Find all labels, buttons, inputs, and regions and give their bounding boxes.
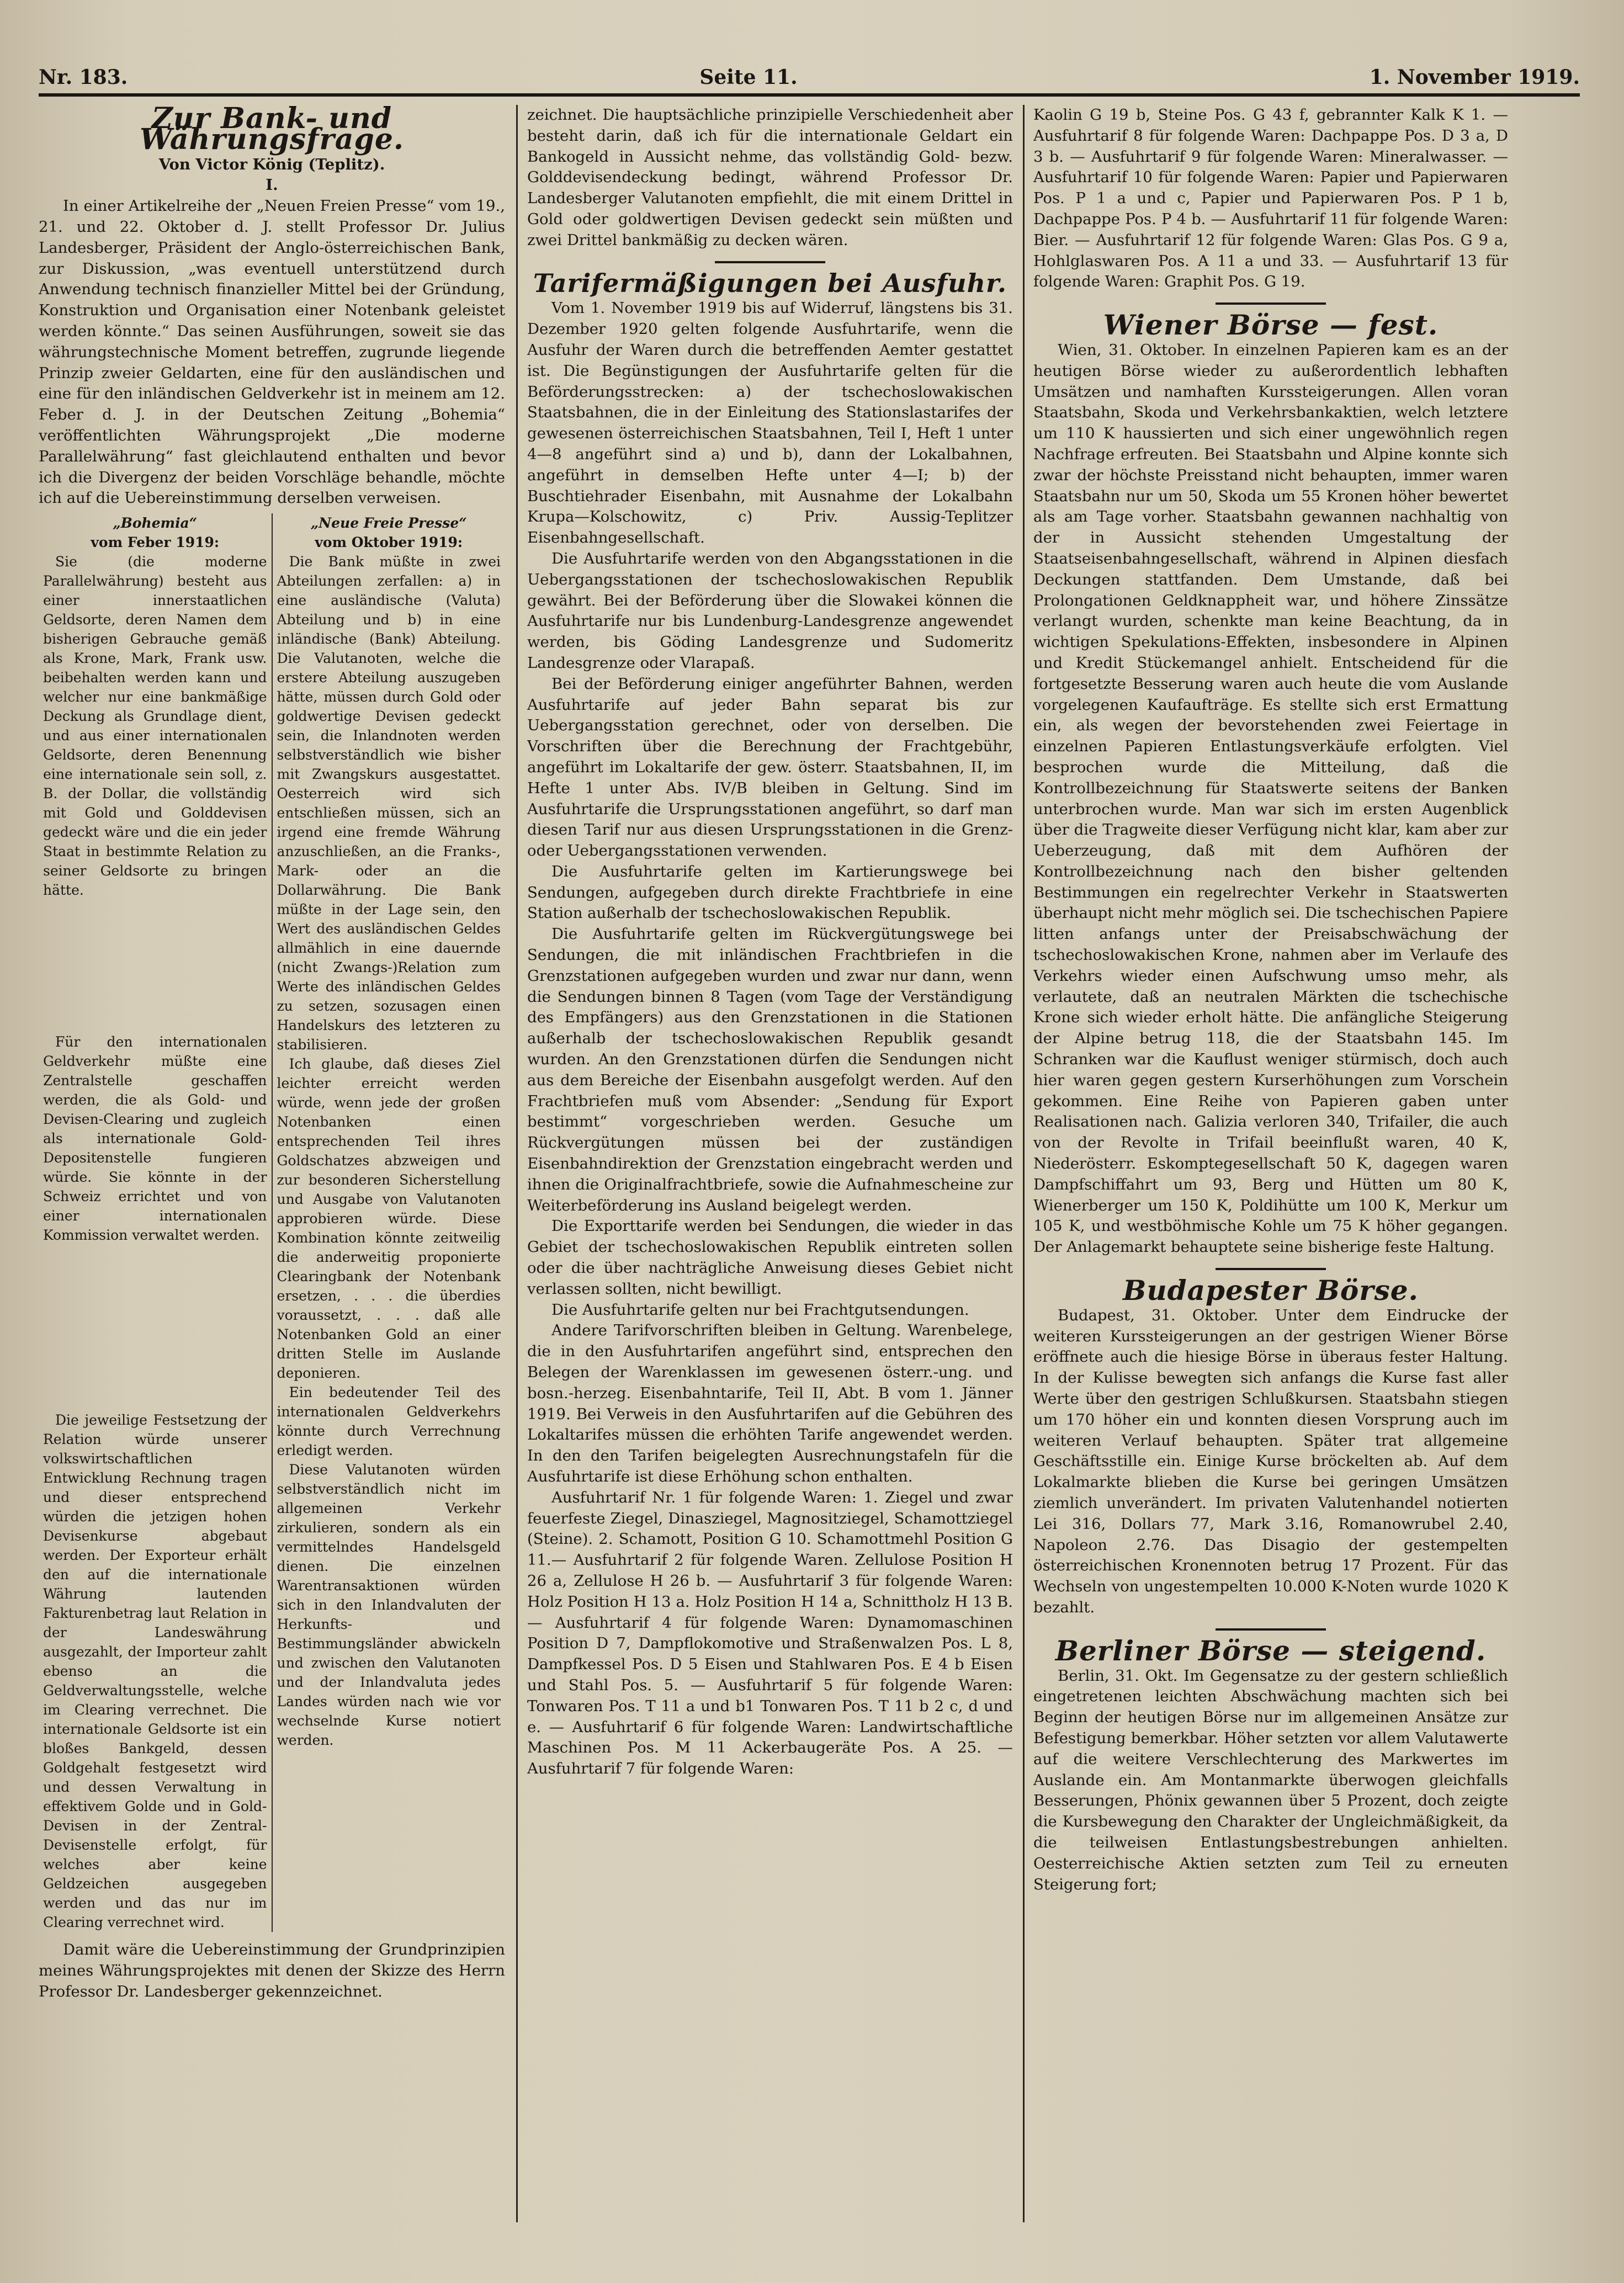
- section-number: I.: [266, 176, 278, 194]
- page-number: Seite 11.: [699, 66, 798, 89]
- comparison-left-p1: Sie (die moderne Parallelwährung) besteht aus einer innerstaatlichen Geldsorte, deren Namen dem bisherigen Gebrauche gemäß als Krone, Mark, Frank usw. beibehalten werden kann und welcher nur eine bankmäßige Deckung als Grundlage dient, und aus einer internationalen Geldsorte, deren Benennung eine internationale sein soll, z. B. der Dollar, die vollständig mit Gold und Golddevisen gedeckt wäre und die ein jeder Staat in bestimmte Relation zu seiner Geldsorte zu bringen hätte.: [43, 554, 267, 899]
- article-title-budapest: Budapester Börse.: [1123, 1274, 1419, 1307]
- tariff-p7: Die Ausfuhrtarife gelten nur bei Frachtgutsendungen.: [551, 1300, 969, 1319]
- column-1: [39, 105, 505, 2222]
- separator-rule: [715, 261, 825, 263]
- tariff-p8: Andere Tarifvorschriften bleiben in Geltung. Warenbelege, die in den Ausfuhrtarifen angeführt sind, entsprechen den Belegen der Warenklassen im gewesenen österr.-ung. und bosn.-herzeg. Eisenbahntarife, Teil II, Abt. B vom 1. Jänner 1919. Bei Verweis in den Ausfuhrtarifen auf die Gebühren des Lokaltarifes müssen die erhöhten Tarife angewendet werden. In den den Tarifen beigelegten Ausrechnungstafeln für die Ausfuhrtarife ist diese Erhöhung schon enthalten.: [527, 1321, 1013, 1485]
- budapest-report: Budapest, 31. Oktober. Unter dem Eindrucke der weiteren Kurssteigerungen an der gestrigen Wiener Börse eröffnete auch die hiesige Börse in überaus fester Haltung. In der Kulisse bewegten sich anfangs die Kurse fast aller Werte über den gestrigen Schlußkursen. Staatsbahn stiegen um 170 höher ein und konnten diesen Vorsprung auch im weiteren Verlauf behaupten. Später trat allgemeine Geschäftsstille ein. Einige Kurse bröckelten ab. Auf dem Lokalmarkte blieben die Kurse bei geringen Umsätzen ziemlich unverändert. Im privaten Valutenhandel notierten Lei 316, Dollars 77, Mark 3.16, Romanowrubel 2.40, Napoleon 2.76. Das Disagio der gestempelten österreichischen Kronennoten betrug 17 Prozent. Für das Wechseln von ungestempelten 10.000 K-Noten wurde 1020 K bezahlt.: [1033, 1306, 1508, 1616]
- comparison-left: [39, 513, 272, 1932]
- tariff-continued: Kaolin G 19 b, Steine Pos. G 43 f, gebrannter Kalk K 1. — Ausfuhrtarif 8 für folgende Waren: Dachpappe Pos. D 3 a, D 3 b. — Ausfuhrtarif 9 für folgende Waren: Mineralwasser. — Ausfuhrtarif 10 für folgende Waren: Papier und Papierwaren Pos. P 1 a und c, Papier und Papierwaren Pos. P 1 b, Dachpappe Pos. P 4 b. — Ausfuhrtarif 11 für folgende Waren: Bier. — Ausfuhrtarif 12 für folgende Waren: Glas Pos. G 9 a, Hohlglaswaren Pos. A 11 a und 33. — Ausfuhrtarif 13 für folgende Waren: Graphit Pos. G 19.: [1033, 106, 1508, 291]
- separator-rule: [1216, 1628, 1326, 1631]
- tariff-p2: Die Ausfuhrtarife werden von den Abgangsstationen in die Uebergangsstationen der tschechoslowakischen Republik gewährt. Bei der Beförderung über die Slowakei können die Ausfuhrtarife nur bis Lundenburg-Landesgrenze angewendet werden, bis Göding Landesgrenze und Sudomeritz Landesgrenze oder Vlarapaß.: [527, 549, 1013, 672]
- column-3: [1033, 105, 1508, 2222]
- berlin-report: Berlin, 31. Okt. Im Gegensatze zu der gestern schließlich eingetretenen leichten Abschwächung machten sich bei Beginn der heutigen Börse nur im allgemeinen Ansätze zur Befestigung bemerkbar. Höher setzten vor allem Valutawerte auf die weitere Verschlechterung des Markwertes im Auslande ein. Am Montanmarkte überwogen gleichfalls Besserungen, Phönix gewannen über 5 Prozent, doch zeigte die Kursbewegung den Charakter der Ungleichmäßigkeit, da die teilweisen Entlastungsbestrebungen anhielten. Oesterreichische Aktien setzten zum Teil zu erneuten Steigerung fort;: [1033, 1666, 1508, 1893]
- article-title-vienna: Wiener Börse — fest.: [1103, 309, 1439, 342]
- tariff-p6: Die Exporttarife werden bei Sendungen, die wieder in das Gebiet der tschechoslowakischen Republik eintreten sollen oder die über nachträgliche Anweisung dieses Gebiet nicht verlassen sollten, nicht bewilligt.: [527, 1217, 1013, 1298]
- column-2: [527, 105, 1013, 2222]
- comparison-right-p4: Diese Valutanoten würden selbstverständlich nicht im allgemeinen Verkehr zirkulieren, sondern als ein vermittelndes Handelsgeld dienen. Die einzelnen Warentransaktionen würden sich in den Inlandvaluten der Herkunfts- und Bestimmungsländer abwickeln und zwischen den Valutanoten und der Inlandvaluta jedes Landes würden nach wie vor wechselnde Kurse notiert werden.: [277, 1462, 501, 1749]
- comparison-left-source: „Bohemia“: [113, 515, 198, 532]
- comparison-right-date: vom Oktober 1919:: [315, 534, 463, 551]
- comparison-right-p2: Ich glaube, daß dieses Ziel leichter erreicht werden würde, wenn jede der großen Notenbanken einen entsprechenden Teil ihres Goldschatzes abzweigen und zur besonderen Sicherstellung und Ausgabe von Valutanoten approbieren würde. Diese Kombination könnte zeitweilig die anderweitig proponierte Clearingbank der Notenbank ersetzen, . . . die überdies voraussetzt, . . . daß alle Notenbanken Gold an einer dritten Stelle im Auslande deponieren.: [277, 1056, 501, 1382]
- comparison-right-source: „Neue Freie Presse“: [310, 515, 467, 532]
- tariff-p3: Bei der Beförderung einiger angeführter Bahnen, werden Ausfuhrtarife auf jeder Bahn separat bis zur Uebergangsstation gerechnet, oder von derselben. Die Vorschriften über die Berechnung der Frachtgebühr, angeführt im Lokaltarife der gew. österr. Staatsbahnen, II, im Hefte 1 unter Abs. IV/B bleiben in Geltung. Sind im Ausfuhrtarife die Ursprungsstationen angeführt, so darf man diesen Tarif nur aus diesen Ursprungsstationen in die Grenz- oder Uebergangsstationen verwenden.: [527, 675, 1013, 860]
- page-header: [39, 52, 1580, 97]
- separator-rule: [1216, 1268, 1326, 1270]
- comparison-left-p3: Die jeweilige Festsetzung der Relation würde unserer volkswirtschaftlichen Entwicklung Rechnung tragen und dieser entsprechend würden die jetzigen hohen Devisenkurse abgebaut werden. Der Exporteur erhält den auf die internationale Währung lautenden Fakturenbetrag laut Relation in der Landeswährung ausgezahlt, der Importeur zahlt ebenso an die Geldverwaltungsstelle, welche im Clearing verrechnet. Die internationale Geldsorte ist ein bloßes Bankgeld, dessen Goldgehalt festgesetzt wird und dessen Verwaltung in effektivem Golde und in Gold-Devisen in der Zentral-Devisenstelle erfolgt, für welches aber keine Geldzeichen ausgegeben werden und das nur im Clearing verrechnet wird.: [43, 1412, 267, 1931]
- article-title-tariff: Tarifermäßigungen bei Ausfuhr.: [533, 268, 1007, 298]
- issue-number: Nr. 183.: [39, 66, 128, 89]
- tariff-p9: Ausfuhrtarif Nr. 1 für folgende Waren: 1. Ziegel und zwar feuerfeste Ziegel, Dinasziegel, Magnositziegel, Schamottziegel (Steine). 2. Schamott, Position G 10. Schamottmehl Position G 11.— Ausfuhrtarif 2 für folgende Waren. Zellulose Position H 26 a, Zellulose H 26 b. — Ausfuhrtarif 3 für folgende Waren: Holz Position H 13 a. Holz Position H 14 a, Schnittholz H 13 B. — Ausfuhrtarif 4 für folgende Waren: Dynamomaschinen Position D 7, Dampflokomotive und Straßenwalzen Pos. L 8, Dampfkessel Pos. D 5 Eisen und Stahlwaren Pos. E 4 b Eisen und Stahl Pos. 5. — Ausfuhrtarif 5 für folgende Waren: Tonwaren Pos. T 11 a und b1 Tonwaren Pos. T 11 b 2 c, d und e. — Ausfuhrtarif 6 für folgende Waren: Landwirtschaftliche Maschinen Pos. M 11 Ackerbaugeräte Pos. A 25. — Ausfuhrtarif 7 für folgende Waren:: [527, 1488, 1013, 1778]
- vienna-report: Wien, 31. Oktober. In einzelnen Papieren kam es an der heutigen Börse wieder zu außerordentlich lebhaften Umsätzen und namhaften Kurssteigerungen. Allen voran Staatsbahn, Skoda und Verkehrsbankaktien, welch letztere um 110 K haussierten und sich einer ungewöhnlich regen Nachfrage erfreuten. Bei Staatsbahn und Alpine konnte sich zwar der höchste Preisstand nicht behaupten, immer waren Staatsbahn nur um 50, Skoda um 55 Kronen höher bewertet als am Tage vorher. Staatsbahn gewannen nachhaltig von der in Aussicht stehenden Umgestaltung der Staatseisenbahngesellschaft, während in Alpinen diesfach Deckungen stattfanden. Dem Umstande, daß bei Prolongationen Geldknappheit war, und höhere Zinssätze verlangt wurden, schenkte man keine Beachtung, da in wichtigen Spekulations-Effekten, insbesondere in Alpinen und Kredit Stückemangel anhielt. Entscheidend für die fortgesetzte Besserung waren auch heute die vom Auslande vorgelegenen Kaufaufträge. Es stellte sich erst Ermattung ein, als wegen der bevorstehenden zwei Feiertage in einzelnen Papieren Entlastungsverkäufe erfolgten. Viel besprochen wurde die Mitteilung, daß die Kontrollbezeichnung für Staatswerte seitens der Banken unterbrochen wurde. Man war sich im ersten Augenblick über die Tragweite dieser Verfügung nicht klar, kam aber zur Ueberzeugung, daß mit dem Aufhören der Kontrollbezeichnung nach den bisher geltenden Bestimmungen ein regelrechter Verkehr in Staatswerten überhaupt nicht mehr möglich sei. Die tschechischen Papiere litten anfangs unter der Preisabschwächung der tschechoslowakischen Krone, nahmen aber im Verlaufe des Verkehrs wieder einen Aufschwung umso mehr, als verlautete, daß an neutralen Märkten die tschechische Krone sich wieder erholt hätte. Die anfängliche Steigerung der Alpine betrug 118, die der Staatsbahn 145. Im Schranken war die Kauflust weniger stürmisch, doch auch hier waren gegen gestern Kurserhöhungen zum Vorschein gekommen. Eine Reihe von Papieren gaben unter Realisationen nach. Galizia verloren 340, Trifailer, die auch von der Revolte in Trifail beeinflußt waren, 40 K, Niederösterr. Eskomptegesellschaft 50 K, dagegen waren Dampfschiffahrt um 93, Berg und Hütten um 80 K, Wienerberger um 150 K, Poldihütte um 100 K, Merkur um 105 K, und westböhmische Kohle um 75 K höher gegangen. Der Anlagemarkt behauptete seine bisherige feste Haltung.: [1033, 341, 1508, 1256]
- comparison-right: [273, 513, 506, 1932]
- column-rule-1: [516, 105, 518, 2222]
- issue-date: 1. November 1919.: [1369, 66, 1580, 89]
- tariff-p5: Die Ausfuhrtarife gelten im Rückvergütungswege bei Sendungen, die mit inländischen Frachtbriefen in die Grenzstationen aufgegeben wurden und zwar nur dann, wenn die Sendungen binnen 8 Tagen (vom Tage der Verständigung des Empfängers) aus den Grenzstationen in die Stationen außerhalb der tschechoslowakischen Republik gesandt wurden. An den Grenzstationen dürfen die Sendungen nicht aus dem Bereiche der Eisenbahn ausgefolgt werden. Auf den Frachtbriefen muß vom Absender: „Sendung für Export bestimmt“ vorgeschrieben werden. Gesuche um Rückvergütungen müssen bei der zuständigen Eisenbahndirektion der Grenzstation eingebracht werden und ihnen die Originalfrachtbriefe, sowie die Aufnahmescheine zur Weiterbeförderung ins Ausland beigelegt werden.: [527, 925, 1013, 1214]
- bank-article-continued: zeichnet. Die hauptsächliche prinzipielle Verschiedenheit aber besteht darin, daß ich für die internationale Geldart ein Bankogeld in Aussicht nehme, das vollständig Gold- bezw. Golddevisendeckung bedingt, während Professor Dr. Landesberger Valutanoten empfiehlt, die mit einem Drittel in Gold oder goldwertigen Devisen gedeckt sein müßten und zwei Drittel bankmäßig zu decken wären.: [527, 106, 1013, 249]
- comparison-left-p2: Für den internationalen Geldverkehr müßte eine Zentralstelle geschaffen werden, die als Gold- und Devisen-Clearing und zugleich als internationale Gold-Depositenstelle fungieren würde. Sie könnte in der Schweiz errichtet und von einer internationalen Kommission verwaltet werden.: [43, 1034, 267, 1244]
- article-byline: Von Victor König (Teplitz).: [158, 155, 385, 173]
- tariff-p4: Die Ausfuhrtarife gelten im Kartierungswege bei Sendungen, aufgegeben durch direkte Frachtbriefe in eine Station außerhalb der tschechoslowakischen Republik.: [527, 862, 1013, 922]
- article-title-berlin: Berliner Börse — steigend.: [1055, 1634, 1487, 1667]
- comparison-right-p1: Die Bank müßte in zwei Abteilungen zerfallen: a) in eine ausländische (Valuta) Abteilung und b) in eine inländische (Bank) Abteilung. Die Valutanoten, welche die erstere Abteilung auszugeben hätte, müssen durch Gold oder goldwertige Devisen gedeckt sein, die Inlandnoten werden selbstverständlich wie bisher mit Zwangskurs ausgestattet. Oesterreich wird sich entschließen müssen, sich an irgend eine fremde Währung anzuschließen, an die Franks-, Mark- oder an die Dollarwährung. Die Bank müßte in der Lage sein, den Wert des ausländischen Geldes allmählich in eine dauernde (nicht Zwangs-)Relation zum Werte des inländischen Geldes zu setzen, sozusagen einen Handelskurs des letzteren zu stabilisieren.: [277, 554, 501, 1053]
- tariff-p1: Vom 1. November 1919 bis auf Widerruf, längstens bis 31. Dezember 1920 gelten folgende Ausfuhrtarife, wenn die Ausfuhr der Waren durch die betreffenden Aemter gestattet ist. Die Begünstigungen der Ausfuhrtarife gelten für die Beförderungsstrecken: a) der tschechoslowakischen Staatsbahnen, die in der Einleitung des Stationslastarifes der gewesenen österreichischen Staatsbahnen, Teil I, Heft 1 unter 4—8 angeführt sind a) und b), dann der Lokalbahnen, angeführt in demselben Hefte unter 4—I; b) der Buschtiehrader Eisenbahn, mit Ausnahme der Lokalbahn Krupa—Kolschowitz, c) Priv. Aussig-Teplitzer Eisenbahngesellschaft.: [527, 299, 1013, 547]
- article-intro: In einer Artikelreihe der „Neuen Freien Presse“ vom 19., 21. und 22. Oktober d. J. stellt Professor Dr. Julius Landesberger, Präsident der Anglo-österreichischen Bank, zur Diskussion, „was eventuell unterstützend durch Anwendung technisch finanzieller Mittel bei der Gründung, Konstruktion und Organisation einer Notenbank geleistet werden könnte.“ Das seinen Ausführungen, soweit sie das währungstechnische Moment betreffen, zugrunde liegende Prinzip zweier Geldarten, eine für den ausländischen und eine für den inländischen Geldverkehr ist in meinem am 12. Feber d. J. in der Deutschen Zeitung „Bohemia“ veröffentlichten Währungsprojekt „Die moderne Parallelwährung“ fast gleichlautend enthalten und bevor ich die Divergenz der beiden Vorschläge behandle, möchte ich auf die Uebereinstimmung derselben verweisen.: [39, 197, 505, 507]
- comparison-right-p3: Ein bedeutender Teil des internationalen Geldverkehrs könnte durch Verrechnung erledigt werden.: [277, 1384, 501, 1459]
- comparison-columns: [39, 513, 505, 1932]
- article-title-bank: Zur Bank- und Währungsfrage.: [139, 105, 405, 156]
- separator-rule: [1216, 302, 1326, 305]
- column-rule-2: [1023, 105, 1025, 2222]
- article-closing: Damit wäre die Uebereinstimmung der Grundprinzipien meines Währungsprojektes mit denen der Skizze des Herrn Professor Dr. Landesberger gekennzeichnet.: [39, 1941, 505, 2000]
- comparison-left-date: vom Feber 1919:: [91, 534, 220, 551]
